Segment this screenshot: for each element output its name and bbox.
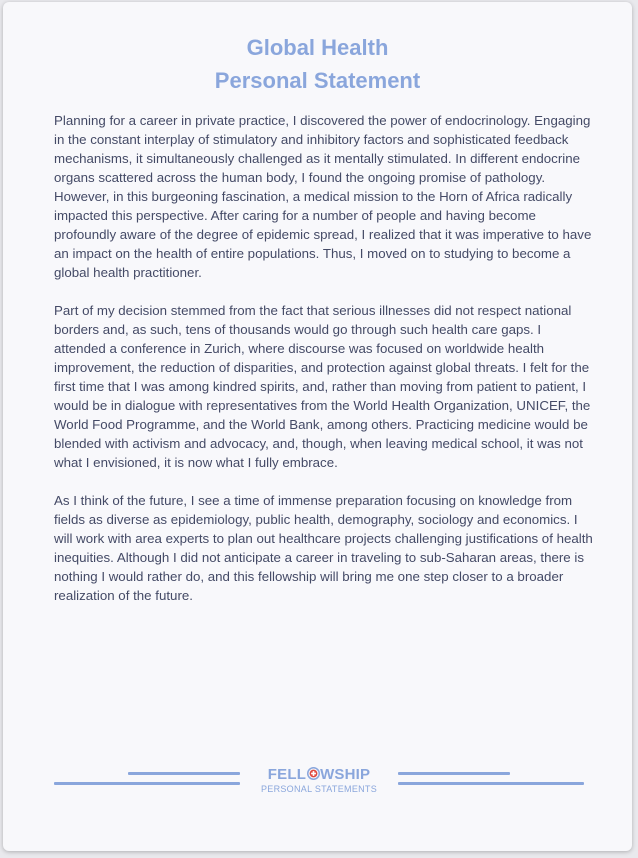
paragraph-1: Planning for a career in private practice, I discovered the power of endocrinology. Engaging in the constant interplay of stimulatory and inhibitory factors and sophisticated feedback mechanisms, it simultaneously challenged as it mentally stimulated. In different endocrine organs scattered across the human body, I found the ongoing promise of pathology. However, in this burgeoning fascination, a medical mission to the Horn of Africa radically impacted this perspective. After caring for a number of people and having become profoundly aware of the degree of epidemic spread, I realized that it was imperative to have an impact on the health of entire populations. Thus, I moved on to studying to become a global health practitioner. [54,113,592,280]
logo-text-start: FELL [267,766,307,783]
statement-body [54,111,594,624]
statement-page [3,2,632,851]
footer-rule-right-upper [398,772,510,775]
logo-tagline: PERSONAL STATEMENTS [260,784,378,794]
logo-text-end: WSHIP [320,766,371,783]
footer-rule-left-upper [128,772,240,775]
logo-wordmark [252,766,386,784]
footer-rule-right-lower [398,782,584,785]
footer-rule-left-lower [54,782,240,785]
paragraph-2: Part of my decision stemmed from the fact that serious illnesses did not respect national borders and, as such, tens of thousands would go through such health care gaps. I attended a conference in Zurich, where discourse was focused on worldwide health improvement, the reduction of disparities, and protection against global threats. I felt for the first time that I was among kindred spirits, and, rather than moving from patient to patient, I would be in dialogue with representatives from the World Health Organization, UNICEF, the World Food Programme, and the World Bank, among others. Practicing medicine would be blended with activism and advocacy, and, though, when leaving medical school, it was not what I envisioned, it is now what I fully embrace. [54,303,591,470]
title-line-2: Personal Statement [214,68,421,93]
fellowship-logo [252,766,386,795]
title-line-1: Global Health [246,35,389,60]
paragraph-3: As I think of the future, I see a time of immense preparation focusing on knowledge from fields as diverse as epidemiology, public health, demography, sociology and economics. I will work with area experts to plan out healthcare projects challenging justifications of health inequities. Although I did not anticipate a career in traveling to sub-Saharan areas, there is nothing I would rather do, and this fellowship will bring me one step closer to a broader realization of the future. [54,493,593,603]
medical-cross-circle-icon [307,767,320,780]
